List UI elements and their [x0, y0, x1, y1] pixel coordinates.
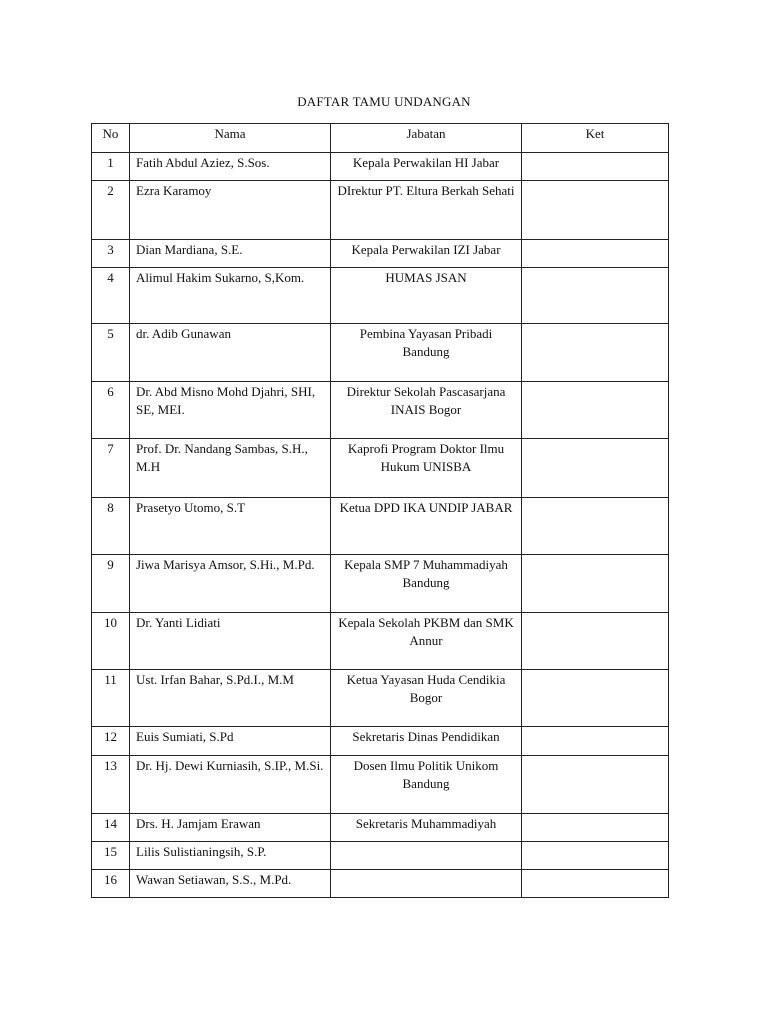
cell-no-text: 1	[107, 155, 114, 170]
cell-jabatan-text: Ketua DPD IKA UNDIP JABAR	[339, 500, 513, 515]
cell-no	[92, 240, 130, 268]
cell-no-text: 13	[104, 758, 117, 773]
header-ket: Ket	[522, 124, 669, 153]
cell-nama	[130, 153, 331, 181]
cell-nama	[130, 814, 331, 842]
cell-nama	[130, 870, 331, 898]
table-row	[92, 870, 669, 898]
cell-no-text: 11	[104, 672, 117, 687]
cell-nama	[130, 382, 331, 439]
cell-nama	[130, 498, 331, 555]
cell-jabatan-text: Kepala Perwakilan IZI Jabar	[351, 242, 501, 257]
cell-no-text: 8	[107, 500, 114, 515]
cell-jabatan	[331, 268, 522, 324]
cell-jabatan-text: Sekretaris Dinas Pendidikan	[352, 729, 500, 744]
cell-jabatan-text	[337, 842, 515, 843]
cell-no	[92, 439, 130, 498]
cell-jabatan	[331, 181, 522, 240]
cell-jabatan-text: Kaprofi Program Doktor Ilmu Hukum UNISBA	[347, 441, 505, 474]
guest-table	[91, 123, 669, 898]
table-row	[92, 382, 669, 439]
cell-ket-text	[528, 439, 662, 440]
cell-jabatan	[331, 324, 522, 382]
cell-nama	[130, 181, 331, 240]
cell-jabatan	[331, 727, 522, 756]
cell-nama-text: Dr. Abd Misno Mohd Djahri, SHI, SE, MEI.	[136, 384, 316, 417]
cell-ket-text	[528, 240, 662, 241]
table-row	[92, 498, 669, 555]
cell-ket	[522, 240, 669, 268]
cell-jabatan-text: HUMAS JSAN	[385, 270, 467, 285]
cell-ket	[522, 670, 669, 727]
cell-no-text: 15	[104, 844, 117, 859]
cell-no-text: 7	[107, 441, 114, 456]
cell-jabatan	[331, 870, 522, 898]
cell-no-text: 3	[107, 242, 114, 257]
header-nama: Nama	[130, 124, 331, 153]
cell-jabatan	[331, 842, 522, 870]
table-header-row	[92, 124, 669, 153]
cell-ket	[522, 756, 669, 814]
table-row	[92, 613, 669, 670]
cell-nama-text: Dian Mardiana, S.E.	[136, 242, 243, 257]
table-row	[92, 670, 669, 727]
cell-no	[92, 613, 130, 670]
header-jabatan: Jabatan	[331, 124, 522, 153]
cell-no-text: 2	[107, 183, 114, 198]
cell-nama	[130, 268, 331, 324]
cell-ket-text	[528, 153, 662, 154]
cell-ket	[522, 153, 669, 181]
cell-no-text: 4	[107, 270, 114, 285]
cell-jabatan-text: Pembina Yayasan Pribadi Bandung	[359, 326, 493, 359]
cell-ket	[522, 842, 669, 870]
cell-ket	[522, 439, 669, 498]
cell-nama-text: Drs. H. Jamjam Erawan	[136, 816, 261, 831]
cell-nama-text: Lilis Sulistianingsih, S.P.	[136, 844, 267, 859]
cell-ket-text	[528, 756, 662, 757]
cell-no	[92, 670, 130, 727]
cell-jabatan-text: Ketua Yayasan Huda Cendikia Bogor	[346, 672, 506, 705]
document-title: DAFTAR TAMU UNDANGAN	[297, 94, 471, 109]
cell-jabatan	[331, 439, 522, 498]
cell-no	[92, 555, 130, 613]
cell-nama	[130, 555, 331, 613]
table-row	[92, 324, 669, 382]
cell-nama-text: Wawan Setiawan, S.S., M.Pd.	[136, 872, 292, 887]
cell-jabatan-text: Kepala Perwakilan HI Jabar	[352, 155, 500, 170]
cell-no	[92, 498, 130, 555]
cell-jabatan-text: Direktur Sekolah Pascasarjana INAIS Bogor	[346, 384, 506, 417]
cell-nama-text: Prof. Dr. Nandang Sambas, S.H., M.H	[136, 441, 308, 474]
cell-ket	[522, 498, 669, 555]
cell-nama	[130, 842, 331, 870]
header-no: No	[92, 124, 130, 153]
cell-jabatan	[331, 498, 522, 555]
cell-ket	[522, 268, 669, 324]
cell-nama-text: Fatih Abdul Aziez, S.Sos.	[136, 155, 270, 170]
table-row	[92, 814, 669, 842]
table-row	[92, 555, 669, 613]
cell-no-text: 9	[107, 557, 114, 572]
cell-no	[92, 870, 130, 898]
cell-nama-text: Alimul Hakim Sukarno, S,Kom.	[136, 270, 305, 285]
cell-no-text: 5	[107, 326, 114, 341]
cell-ket-text	[528, 814, 662, 815]
cell-nama	[130, 439, 331, 498]
cell-ket-text	[528, 181, 662, 182]
cell-ket-text	[528, 324, 662, 325]
cell-jabatan-text: Kepala SMP 7 Muhammadiyah Bandung	[344, 557, 508, 590]
cell-ket	[522, 181, 669, 240]
cell-no	[92, 324, 130, 382]
cell-no	[92, 842, 130, 870]
cell-nama	[130, 324, 331, 382]
table-row	[92, 153, 669, 181]
cell-nama-text: Dr. Yanti Lidiati	[136, 615, 221, 630]
cell-nama	[130, 727, 331, 756]
cell-nama-text: Prasetyo Utomo, S.T	[136, 500, 246, 515]
cell-no	[92, 181, 130, 240]
cell-nama-text: dr. Adib Gunawan	[136, 326, 231, 341]
table-body	[92, 153, 669, 898]
cell-nama-text: Dr. Hj. Dewi Kurniasih, S.IP., M.Si.	[136, 758, 324, 773]
cell-nama-text: Ezra Karamoy	[136, 183, 212, 198]
cell-ket	[522, 727, 669, 756]
cell-no-text: 6	[107, 384, 114, 399]
table-row	[92, 439, 669, 498]
cell-no	[92, 727, 130, 756]
cell-ket	[522, 382, 669, 439]
cell-ket	[522, 555, 669, 613]
cell-ket	[522, 870, 669, 898]
cell-nama-text: Euis Sumiati, S.Pd	[136, 729, 234, 744]
cell-jabatan	[331, 613, 522, 670]
cell-no	[92, 756, 130, 814]
cell-no-text: 10	[104, 615, 117, 630]
cell-ket-text	[528, 727, 662, 728]
cell-ket-text	[528, 268, 662, 269]
cell-ket-text	[528, 498, 662, 499]
cell-nama-text: Jiwa Marisya Amsor, S.Hi., M.Pd.	[136, 557, 315, 572]
cell-ket	[522, 613, 669, 670]
table-row	[92, 268, 669, 324]
cell-jabatan	[331, 382, 522, 439]
table-row	[92, 181, 669, 240]
cell-jabatan-text: DIrektur PT. Eltura Berkah Sehati	[337, 183, 515, 198]
cell-no	[92, 814, 130, 842]
cell-jabatan-text	[337, 870, 515, 871]
cell-no	[92, 382, 130, 439]
table-row	[92, 756, 669, 814]
table-row	[92, 727, 669, 756]
cell-no-text: 14	[104, 816, 117, 831]
cell-ket-text	[528, 555, 662, 556]
cell-jabatan	[331, 555, 522, 613]
cell-no-text: 16	[104, 872, 117, 887]
cell-jabatan	[331, 153, 522, 181]
cell-ket	[522, 324, 669, 382]
cell-ket-text	[528, 842, 662, 843]
cell-jabatan-text: Dosen Ilmu Politik Unikom Bandung	[353, 758, 499, 791]
cell-ket-text	[528, 382, 662, 383]
cell-ket-text	[528, 670, 662, 671]
cell-jabatan	[331, 814, 522, 842]
cell-jabatan	[331, 670, 522, 727]
cell-jabatan-text: Sekretaris Muhammadiyah	[355, 816, 497, 831]
cell-ket-text	[528, 613, 662, 614]
cell-no	[92, 268, 130, 324]
cell-nama	[130, 670, 331, 727]
table-row	[92, 842, 669, 870]
cell-nama	[130, 756, 331, 814]
cell-no-text: 12	[104, 729, 117, 744]
cell-nama	[130, 613, 331, 670]
cell-jabatan	[331, 240, 522, 268]
cell-nama	[130, 240, 331, 268]
cell-jabatan-text: Kepala Sekolah PKBM dan SMK Annur	[338, 615, 514, 648]
cell-no	[92, 153, 130, 181]
cell-ket	[522, 814, 669, 842]
cell-nama-text: Ust. Irfan Bahar, S.Pd.I., M.M	[136, 672, 294, 687]
table-row	[92, 240, 669, 268]
cell-ket-text	[528, 870, 662, 871]
cell-jabatan	[331, 756, 522, 814]
